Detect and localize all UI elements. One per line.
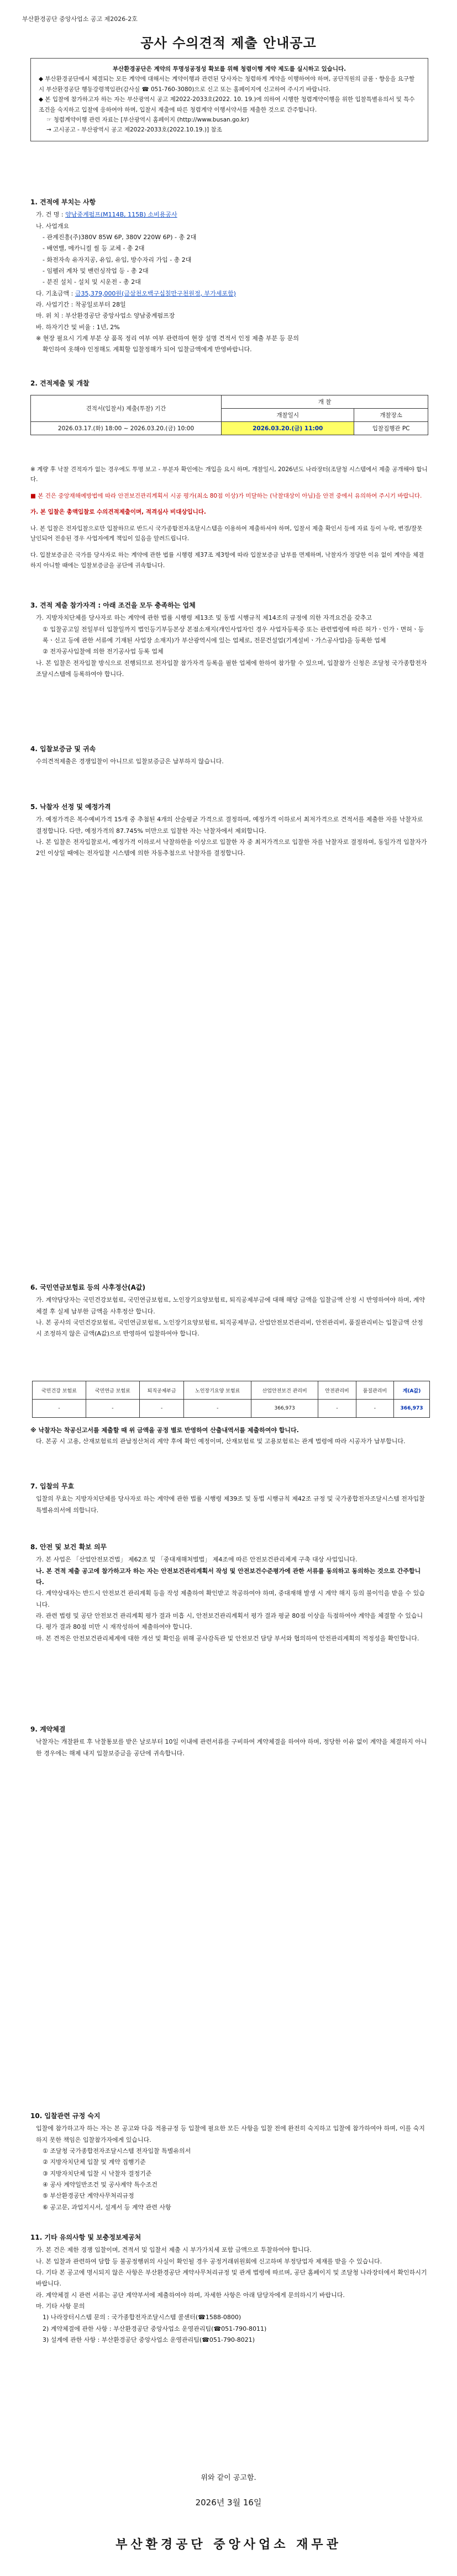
section-heading: 9. 계약체결 <box>30 1725 66 1733</box>
base-amount <box>30 288 428 299</box>
award-item: 가. 예정가격은 복수예비가격 15개 중 추첨된 4개의 산술평균 가격으로 결정하며, 예정가격 이하로서 최저가격으로 견적서를 제출한 자를 낙찰자로 결정합니다. 다만, 예정가격의 87.745% 미만으로 입찰한 자는 낙찰자에서 제외합니다. <box>36 816 423 835</box>
section-heading: 7. 입찰의 무효 <box>30 1482 75 1490</box>
integrity-notice-line: 부산환경공단은 계약의 투명성공정성 확보를 위해 청렴이행 계약 제도를 실시하고 있습니다. <box>112 66 346 72</box>
rule-item: ④ 공사 계약일반조건 및 공사계약 특수조건 <box>43 2181 157 2188</box>
table-header: 퇴직공제부금 <box>139 1381 184 1400</box>
table-header: 산업안전보건 관리비 <box>251 1381 318 1400</box>
section-11 <box>30 2231 428 2346</box>
table-header: 개찰일시 <box>222 409 354 422</box>
safety-item: 가. 본 사업은 「산업안전보건법」 제62조 및 「중대재해처벌법」 제4조에 따른 안전보건관리체계 구축 대상 사업입니다. <box>36 1556 358 1564</box>
opening-place-cell: 입찰집행관 PC <box>354 422 428 435</box>
qualification-item: 나. 본 입찰은 전자입찰 방식으로 진행되므로 전자입찰 참가자격 등록을 필한 업체에 한하여 참가할 수 있으며, 입찰참가 신청은 조달청 국가종합전자조달시스템에 등록하여야 합니다. <box>36 659 427 678</box>
rule-item: ③ 지방자치단체 입찰 시 낙찰자 결정기준 <box>43 2169 152 2177</box>
table-header: 개찰장소 <box>354 409 428 422</box>
section-text: 낙찰자는 개찰완료 후 낙찰통보를 받은 날로부터 10일 이내에 관련서류를 구비하여 계약체결을 하여야 하며, 정당한 이유 없이 계약을 체결하지 아니한 경우에는 해제 내지 입찰보증금을 공단에 귀속합니다. <box>36 1738 427 1757</box>
section-2 <box>30 377 428 390</box>
table-header: 품질관리비 <box>356 1381 393 1400</box>
table-cell: 366,973 <box>251 1400 318 1418</box>
section-1 <box>30 196 428 356</box>
section-text: 수의견적제출은 경쟁입찰이 아니므로 입찰보증금은 납부하지 않습니다. <box>36 758 224 766</box>
project-name <box>30 209 428 220</box>
integrity-notice-line: ◆ 본 입찰에 참가하고자 하는 자는 부산광역시 공고 제2022-2033호(2022. 10. 19.)에 의하여 시행한 청렴계약이행을 위한 입찰특별유의서 및 특수조건을 숙지하고 입찰에 응하여야 하며, 입찰서 제출에 따른 청렴계약 이행서약서를 제출한 것으로 간주합니다. <box>39 96 415 113</box>
section-9 <box>30 1723 428 1759</box>
project-name-value: 양남중계펌프(M114B, 115B) 소비용공사 <box>65 211 177 219</box>
project-content-item: - 임펠러 계차 및 밴런싱작업 등 - 총 2대 <box>43 267 149 275</box>
section-6 <box>30 1281 428 1340</box>
notice-date: 2026년 3월 16일 <box>195 2498 262 2508</box>
section-text: 입찰에 참가하고자 하는 자는 본 공고와 다음 적용규정 등 입찰에 필요한 모든 사항을 입찰 전에 완전히 숙지하고 입찰에 참가하여야 하며, 이를 숙지하지 못한 책임은 입찰참가자에게 있습니다. <box>36 2125 425 2144</box>
rule-item: ⑥ 공고문, 과업지시서, 설계서 등 계약 관련 사항 <box>43 2203 171 2211</box>
table-header: 안전관리비 <box>318 1381 356 1400</box>
section-heading: 6. 국민연금보험료 등의 사후정산(A값) <box>30 1284 145 1291</box>
table-header: 노인장기요양 보험료 <box>184 1381 251 1400</box>
bid-note: ※ 계량 후 낙찰 견적자가 없는 경우에도 투명 보고 - 부분자 확인에는 개입을 요시 하며, 개찰일시, 2026년도 나라장터(조달청 시스템에서 제출 공개해야 합니다. <box>30 466 428 483</box>
project-location: 마. 위 치 : 부산환경공단 중앙사업소 양남중계펌프장 <box>36 312 175 320</box>
section-10 <box>30 2110 428 2213</box>
section-note: ※ 현장 필요시 기계 부분 상 품목 정리 여부 여부 관련하여 현장 설명 견적서 인정 제출 부분 등 문의 <box>36 334 299 342</box>
section-heading: 11. 기타 유의사항 및 보충정보제공처 <box>30 2234 141 2241</box>
page-title: 공사 수의견적 제출 안내공고 <box>140 35 317 51</box>
project-content-item: - 화전자속 유자지공, 유입, 유입, 방수자리 가입 - 총 2대 <box>43 256 192 263</box>
section-heading: 10. 입찰관련 규정 숙지 <box>30 2112 101 2120</box>
issuer-signature: 부산환경공단 중앙사업소 재무관 <box>115 2538 342 2552</box>
settlement-item: 가. 계약담당자는 국민건강보험료, 국민연금보험료, 노인장기요양보험료, 퇴직공제부금에 대해 해당 금액을 입찰금액 산정 시 반영하여야 하며, 계약체결 후 실제 납부한 금액을 사후정산 합니다. <box>36 1296 425 1315</box>
integrity-notice-box <box>30 58 428 141</box>
safety-item: 다. 계약상대자는 반드시 안전보건 관리계획 등을 작성 제출하여 확인받고 착공하여야 하며, 중대재해 발생 시 계약 해지 등의 불이익을 받을 수 있습니다. <box>36 1590 425 1608</box>
table-header: 계(A값) <box>394 1381 430 1400</box>
contact-item: 2) 계약체결에 관한 사항 : 부산환경공단 중앙사업소 운영관리팀(☎051-790-8011) <box>43 2325 267 2332</box>
table-cell: - <box>356 1400 393 1418</box>
section-heading: 3. 견적 제출 참가자격 : 아래 조건을 모두 충족하는 업체 <box>30 601 196 609</box>
table-header: 견적서(입찰서) 제출(투찰) 기간 <box>31 395 222 422</box>
section-7 <box>30 1480 428 1516</box>
safety-item: 마. 본 견적은 안전보건관리체계에 대한 개선 및 확인을 위해 공사감독관 및 안전보건 담당 부서와 협의하여 안전관리계획의 적정성을 확인합니다. <box>36 1634 419 1642</box>
bid-note: 나. 본 입찰은 전자입찰으로만 입찰하므로 반드시 국가종합전자조달시스템을 이용하여 제출하셔야 하며, 입찰서 제출 확인서 등에 자료 등이 누락, 변경/잘못 날인되어 전송된 경우 사업자에게 책임이 있음을 알려드립니다. <box>30 525 423 542</box>
misc-item: 다. 기타 본 공고에 명시되지 않은 사항은 부산환경공단 계약사무처리규정 및 관계 법령에 따르며, 공단 홈페이지 및 조달청 나라장터에서 확인하시기 바랍니다. <box>36 2268 427 2288</box>
project-content-item: - 배연밸, 메카니컬 씰 등 교체 - 총 2대 <box>43 245 145 252</box>
table-cell: - <box>33 1400 86 1418</box>
section-4 <box>30 743 428 768</box>
section-6-after <box>30 1425 428 1448</box>
contact-item: 3) 설계에 관한 사항 : 부산환경공단 중앙사업소 운영관리팀(☎051-790-8021) <box>43 2336 255 2343</box>
project-content-item: - 분진 설치 - 설치 및 시운전 - 총 2대 <box>43 278 141 286</box>
table-cell: - <box>318 1400 356 1418</box>
section-heading: 2. 견적제출 및 개찰 <box>30 379 90 387</box>
section-text: 입찰의 무효는 지방자치단체를 당사자로 하는 계약에 관한 법률 시행령 제39조 및 동법 시행규칙 제42조 규정 및 국가종합전자조달시스템 전자입찰 특별유의서에 의합니다. <box>36 1495 425 1514</box>
table-header: 개 찰 <box>222 395 428 409</box>
bid-period-cell: 2026.03.17.(화) 18:00 ~ 2026.03.20.(금) 10:00 <box>31 422 222 435</box>
qualification-item: 가. 지방자치단체를 당사자로 하는 계약에 관한 법률 시행령 제13조 및 동법 시행규칙 제14조의 규정에 의한 자격요건을 갖추고 <box>36 614 372 622</box>
bid-note: ■ 본 건은 중앙재해예방법에 따라 안전보건관리계획서 시공 평가(최소 80점 이상)가 미달하는 (낙찰대상이 아님)을 안전 중에서 유의하여 주시기 바랍니다. <box>30 492 422 499</box>
section-5 <box>30 801 428 859</box>
section-heading: 8. 안전 및 보건 확보 의무 <box>30 1543 107 1551</box>
base-amount-value: 금35,379,000원(금삼천오백구십칠만구천원정, 부가세포함) <box>75 289 236 297</box>
rule-item: ① 조달청 국가종합전자조달시스템 전자입찰 특별유의서 <box>43 2147 191 2155</box>
warranty-period: 바. 하자기간 및 비율 : 1년, 2% <box>36 323 120 331</box>
integrity-notice-line: ☞ 청렴계약이행 관련 자료는 [부산광역시 홈페이지 (http://www.busan.go.kr) <box>46 116 249 123</box>
award-item: 나. 본 입찰은 전자입찰로서, 예정가격 이하로서 낙찰하한율 이상으로 입찰한 자 중 최저가격으로 입찰한 자를 낙찰자로 결정하며, 동일가격 입찰자가 2인 이상일 때에는 전자입찰 시스템에 의한 자동추첨으로 낙찰자를 결정합니다. <box>36 838 427 857</box>
rule-item: ⑤ 부산환경공단 계약사무처리규정 <box>43 2192 134 2200</box>
table-cell: - <box>139 1400 184 1418</box>
table-header: 국민연금 보험료 <box>86 1381 139 1400</box>
bid-notes <box>30 458 428 577</box>
safety-item: 라. 관련 법령 및 공단 안전보건 관리계획 평가 결과 미흡 시, 안전보건관리계획서 평가 결과 평균 80점 이상을 득점하여야 계약을 체결할 수 있습니다. 평가 결과 80점 미만 시 재작성하여 제출하여야 합니다. <box>36 1612 423 1631</box>
bid-note: 다. 입찰보증금은 국가를 당사자로 하는 계약에 관한 법률 시행령 제37조 제3항에 따라 입찰보증금 납부를 면제하며, 낙찰자가 정당한 이유 없이 계약을 체결하지 아니할 때에는 입찰보증금을 공단에 귀속합니다. <box>30 551 424 569</box>
project-content-label: 나. 사업개요 <box>36 222 70 230</box>
section-note: 다. 본공 시 고용, 산재보험료의 관납정산처리 계약 후에 확인 예정이며, 산재보험료 및 고용보험료는 관계 법령에 따라 시공자가 납부합니다. <box>36 1438 406 1445</box>
project-content-item: - 관계진흥(주)380V 85W 6P, 380V 220W 6P) - 총 2대 <box>43 233 197 241</box>
settlement-item: 나. 본 공사의 국민건강보험료, 국민연금보험료, 노인장기요양보험료, 퇴직공제부금, 산업안전보건관리비, 안전관리비, 품질관리비는 입찰금액 산정 시 조정하지 않은 금액(A값)으로 반영하여 입찰하여야 합니다. <box>36 1318 423 1338</box>
a-value-table <box>32 1381 430 1418</box>
project-name-label: 가. 건 명 : <box>36 211 64 219</box>
bid-schedule-table <box>30 395 428 435</box>
table-header: 국민건강 보험료 <box>33 1381 86 1400</box>
misc-item: 가. 본 건은 제한 경쟁 입찰이며, 견적서 및 입찰서 제출 시 부가가치세 포함 금액으로 투찰하여야 합니다. <box>36 2246 312 2254</box>
misc-item: 마. 기타 사항 문의 <box>36 2302 85 2310</box>
misc-item: 나. 본 입찰과 관련하여 담합 등 불공정행위의 사실이 확인될 경우 공정거래위원회에 신고하며 부정당업자 제재를 받을 수 있습니다. <box>36 2257 382 2265</box>
rule-item: ② 지방자치단체 입찰 및 계약 집행기준 <box>43 2158 146 2166</box>
base-amount-label: 다. 기초금액 : <box>36 289 73 297</box>
section-8 <box>30 1541 428 1644</box>
qualification-item: ① 입찰공고일 전일부터 입찰일까지 법인등기부등본상 본점소재지(개인사업자인 경우 사업자등록증 또는 관련법령에 따른 허가ㆍ인가ㆍ면허ㆍ등록ㆍ신고 등에 관한 서류에 기재된 사업장 소재지)가 부산광역시에 있는 업체로, 전문건설업(기계설비ㆍ가스공사업)을 등록한 업체 <box>43 625 424 644</box>
safety-item: 나. 본 견적 제출 공고에 참가하고자 하는 자는 안전보건관리계획서 작성 및 안전보건수준평가에 관한 서류를 동의하고 동의하는 것으로 간주합니다. <box>36 1567 421 1586</box>
document-number: 부산환경공단 중앙사업소 공고 제2026-2호 <box>22 15 138 23</box>
table-cell-total: 366,973 <box>394 1400 430 1418</box>
misc-item: 라. 계약체결 시 관련 서류는 공단 계약부서에 제출하여야 하며, 자세한 사항은 아래 담당자에게 문의하시기 바랍니다. <box>36 2291 345 2299</box>
contact-item: 1) 나라장터시스템 문의 : 국가종합전자조달시스템 콜센터(☎1588-0800) <box>43 2314 241 2321</box>
closing-statement: 위와 같이 공고함. <box>201 2474 256 2482</box>
integrity-notice-line: ◆ 부산환경공단에서 체결되는 모든 계약에 대해서는 계약이행과 관련된 당사자는 청렴하게 계약을 이행하여야 하며, 공단직원의 금품ㆍ향응을 요구할 시 부산환경공단 행동강령책임관(감사실 ☎ 051-760-3080)으로 신고 또는 홈페이지에 신고하여 주시기 바랍니다. <box>39 76 415 93</box>
section-note: 확인하여 옷해야 인정해도 계획할 입찰정해가 되어 입찰금액에게 반영바랍니다. <box>43 346 252 353</box>
section-heading: 4. 입찰보증금 및 귀속 <box>30 745 96 753</box>
section-3 <box>30 599 428 680</box>
section-note: ※ 낙찰자는 착공신고서를 제출할 때 위 금액을 공정 별로 반영하여 산출내역서를 제출하여야 합니다. <box>30 1427 299 1434</box>
project-period: 라. 사업기간 : 착공일로부터 28일 <box>36 300 126 308</box>
section-heading: 5. 낙찰자 선정 및 예정가격 <box>30 803 111 811</box>
opening-date-cell: 2026.03.20.(금) 11:00 <box>222 422 354 435</box>
bid-note: 가. 본 입찰은 총액입찰로 수의견적제출이며, 적격심사 비대상입니다. <box>30 509 206 516</box>
table-cell: - <box>184 1400 251 1418</box>
qualification-item: ② 전자공사입찰에 의한 전기공사업 등록 업체 <box>43 648 164 656</box>
section-heading: 1. 견적에 부치는 사항 <box>30 198 96 206</box>
table-cell: - <box>86 1400 139 1418</box>
integrity-notice-line: → 고시공고 - 부산광역시 공고 제2022-2033호(2022.10.19.)] 참조 <box>46 126 222 134</box>
